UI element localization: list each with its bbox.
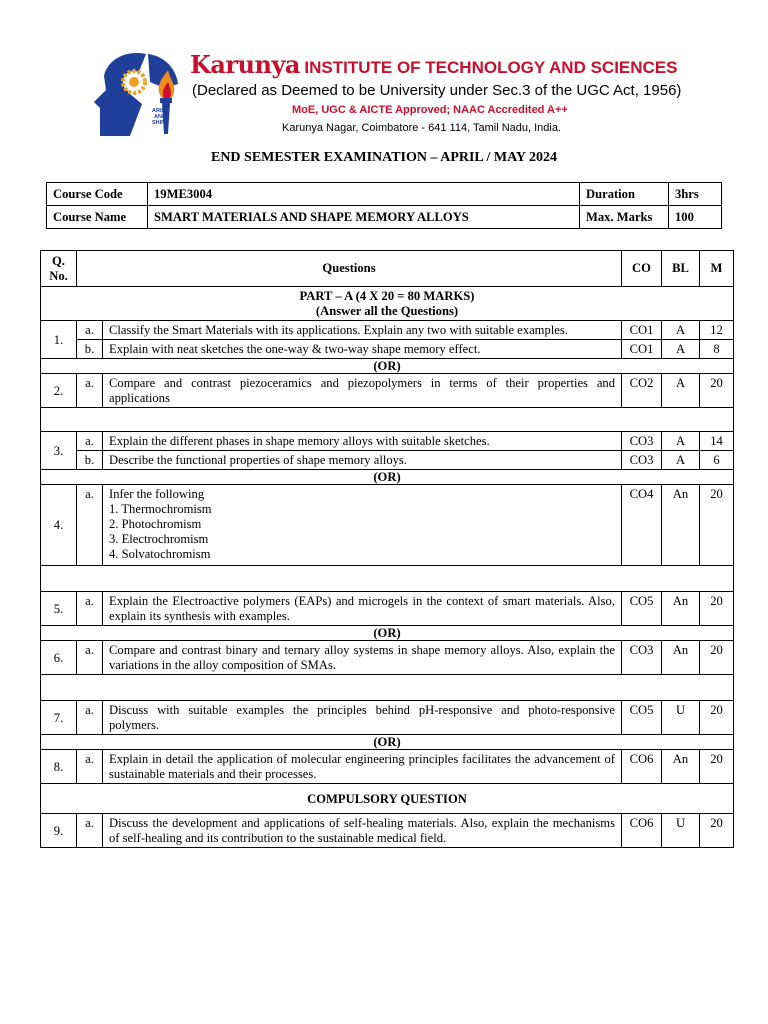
- part-a-note: (Answer all the Questions): [315, 304, 459, 318]
- sub-label: a.: [77, 374, 103, 408]
- sub-label: a.: [77, 485, 103, 566]
- question-text: Compare and contrast piezoceramics and piezopolymers in terms of their properties and applications: [103, 374, 622, 408]
- or-label: (OR): [41, 735, 734, 750]
- question-text: Describe the functional properties of shape memory alloys.: [103, 451, 622, 470]
- bl-value: An: [662, 641, 700, 675]
- co-value: CO6: [622, 814, 662, 848]
- marks-value: 20: [700, 592, 734, 626]
- bl-value: A: [662, 321, 700, 340]
- header-m: M: [700, 251, 734, 287]
- question-intro: Infer the following: [109, 487, 205, 501]
- question-number: 1.: [41, 321, 77, 359]
- marks-value: 20: [700, 641, 734, 675]
- header-bl: BL: [662, 251, 700, 287]
- marks-value: 20: [700, 701, 734, 735]
- question-number: 7.: [41, 701, 77, 735]
- questions-table: [40, 250, 734, 848]
- sub-label: a.: [77, 321, 103, 340]
- karunya-logo-icon: [90, 48, 186, 140]
- header-co: CO: [622, 251, 662, 287]
- table-row: [41, 592, 734, 626]
- question-text: [103, 485, 622, 566]
- duration-label: Duration: [580, 183, 669, 206]
- institute-name: [190, 50, 678, 79]
- marks-value: 20: [700, 374, 734, 408]
- co-value: CO2: [622, 374, 662, 408]
- list-item: 3. Electrochromism: [109, 532, 209, 546]
- bl-value: A: [662, 374, 700, 408]
- marks-value: 20: [700, 485, 734, 566]
- table-row: [41, 814, 734, 848]
- list-item: 2. Photochromism: [109, 517, 202, 531]
- table-row: [41, 432, 734, 451]
- list-item: 4. Solvatochromism: [109, 547, 211, 561]
- question-text: Discuss with suitable examples the principles behind pH-responsive and photo-responsive polymers.: [103, 701, 622, 735]
- course-code: 19ME3004: [148, 183, 580, 206]
- table-row: [41, 321, 734, 340]
- bl-value: An: [662, 750, 700, 784]
- spacer-cell: [41, 566, 734, 592]
- course-info-table: [46, 182, 722, 229]
- table-row: [41, 750, 734, 784]
- co-value: CO1: [622, 340, 662, 359]
- question-text: Explain with neat sketches the one-way & two-way shape memory effect.: [103, 340, 622, 359]
- bl-value: A: [662, 451, 700, 470]
- list-item: 1. Thermochromism: [109, 502, 212, 516]
- course-name: SMART MATERIALS AND SHAPE MEMORY ALLOYS: [148, 206, 580, 229]
- bl-value: An: [662, 485, 700, 566]
- question-number: 4.: [41, 485, 77, 566]
- co-value: CO3: [622, 432, 662, 451]
- institute-address: Karunya Nagar, Coimbatore - 641 114, Tamil Nadu, India.: [282, 122, 562, 134]
- marks-value: 20: [700, 814, 734, 848]
- table-row: [41, 340, 734, 359]
- exam-title: END SEMESTER EXAMINATION – APRIL / MAY 2024: [210, 150, 558, 165]
- bl-value: A: [662, 432, 700, 451]
- sub-label: a.: [77, 592, 103, 626]
- question-number: 9.: [41, 814, 77, 848]
- table-row: [41, 485, 734, 566]
- header-qno: Q. No.: [41, 251, 77, 287]
- table-header-row: [41, 251, 734, 287]
- question-text: Compare and contrast binary and ternary alloy systems in shape memory alloys. Also, explain the variations in the alloy composition of SMAs.: [103, 641, 622, 675]
- or-row: [41, 470, 734, 485]
- max-marks: 100: [669, 206, 722, 229]
- or-label: (OR): [41, 359, 734, 374]
- spacer-cell: [41, 408, 734, 432]
- table-row: [41, 701, 734, 735]
- question-number: 5.: [41, 592, 77, 626]
- co-value: CO4: [622, 485, 662, 566]
- table-row: [41, 641, 734, 675]
- table-row: [41, 374, 734, 408]
- question-number: 8.: [41, 750, 77, 784]
- sub-label: b.: [77, 340, 103, 359]
- header-questions: Questions: [77, 251, 622, 287]
- or-label: (OR): [41, 626, 734, 641]
- question-number: 3.: [41, 432, 77, 470]
- marks-value: 12: [700, 321, 734, 340]
- institute-approvals: MoE, UGC & AICTE Approved; NAAC Accredited A++: [292, 104, 568, 116]
- part-a-heading: [41, 287, 734, 321]
- co-value: CO6: [622, 750, 662, 784]
- sub-label: a.: [77, 432, 103, 451]
- spacer-cell: [41, 675, 734, 701]
- institute-declaration: (Declared as Deemed to be University under Sec.3 of the UGC Act, 1956): [192, 82, 682, 99]
- sub-label: a.: [77, 750, 103, 784]
- co-value: CO5: [622, 701, 662, 735]
- course-code-label: Course Code: [47, 183, 148, 206]
- marks-value: 8: [700, 340, 734, 359]
- part-a-title: PART – A (4 X 20 = 80 MARKS): [299, 289, 475, 303]
- institute-name-rest: INSTITUTE OF TECHNOLOGY AND SCIENCES: [304, 58, 678, 77]
- spacer-row: [41, 566, 734, 592]
- institute-header: [90, 42, 690, 142]
- or-row: [41, 735, 734, 750]
- course-name-label: Course Name: [47, 206, 148, 229]
- spacer-row: [41, 675, 734, 701]
- sub-label: a.: [77, 701, 103, 735]
- bl-value: U: [662, 814, 700, 848]
- spacer-row: [41, 408, 734, 432]
- marks-value: 6: [700, 451, 734, 470]
- bl-value: U: [662, 701, 700, 735]
- sub-label: a.: [77, 814, 103, 848]
- co-value: CO1: [622, 321, 662, 340]
- marks-value: 14: [700, 432, 734, 451]
- co-value: CO3: [622, 451, 662, 470]
- course-row-1: [47, 183, 722, 206]
- co-value: CO5: [622, 592, 662, 626]
- part-a-row: [41, 287, 734, 321]
- co-value: CO3: [622, 641, 662, 675]
- bl-value: An: [662, 592, 700, 626]
- logo-text-and: AND: [154, 114, 166, 120]
- question-text: Discuss the development and applications of self-healing materials. Also, explain the mechanisms of self-healing and its contribution to the sustainable medical field.: [103, 814, 622, 848]
- max-marks-label: Max. Marks: [580, 206, 669, 229]
- compulsory-heading: COMPULSORY QUESTION: [41, 784, 734, 814]
- question-number: 2.: [41, 374, 77, 408]
- sub-label: b.: [77, 451, 103, 470]
- question-text: Explain the different phases in shape memory alloys with suitable sketches.: [103, 432, 622, 451]
- marks-value: 20: [700, 750, 734, 784]
- table-row: [41, 451, 734, 470]
- or-row: [41, 359, 734, 374]
- compulsory-row: [41, 784, 734, 814]
- sub-label: a.: [77, 641, 103, 675]
- or-row: [41, 626, 734, 641]
- question-text: Explain the Electroactive polymers (EAPs) and microgels in the context of smart materials. Also, explain its synthesis with examples.: [103, 592, 622, 626]
- or-label: (OR): [41, 470, 734, 485]
- duration: 3hrs: [669, 183, 722, 206]
- logo-text-arise: ARISE: [152, 108, 169, 114]
- question-number: 6.: [41, 641, 77, 675]
- institute-brand: Karunya: [190, 50, 300, 79]
- question-text: Classify the Smart Materials with its applications. Explain any two with suitable examples.: [103, 321, 622, 340]
- question-text: Explain in detail the application of molecular engineering principles facilitates the advancement of sustainable materials and their processes.: [103, 750, 622, 784]
- bl-value: A: [662, 340, 700, 359]
- logo-text-shine: SHINE: [152, 120, 169, 126]
- course-row-2: [47, 206, 722, 229]
